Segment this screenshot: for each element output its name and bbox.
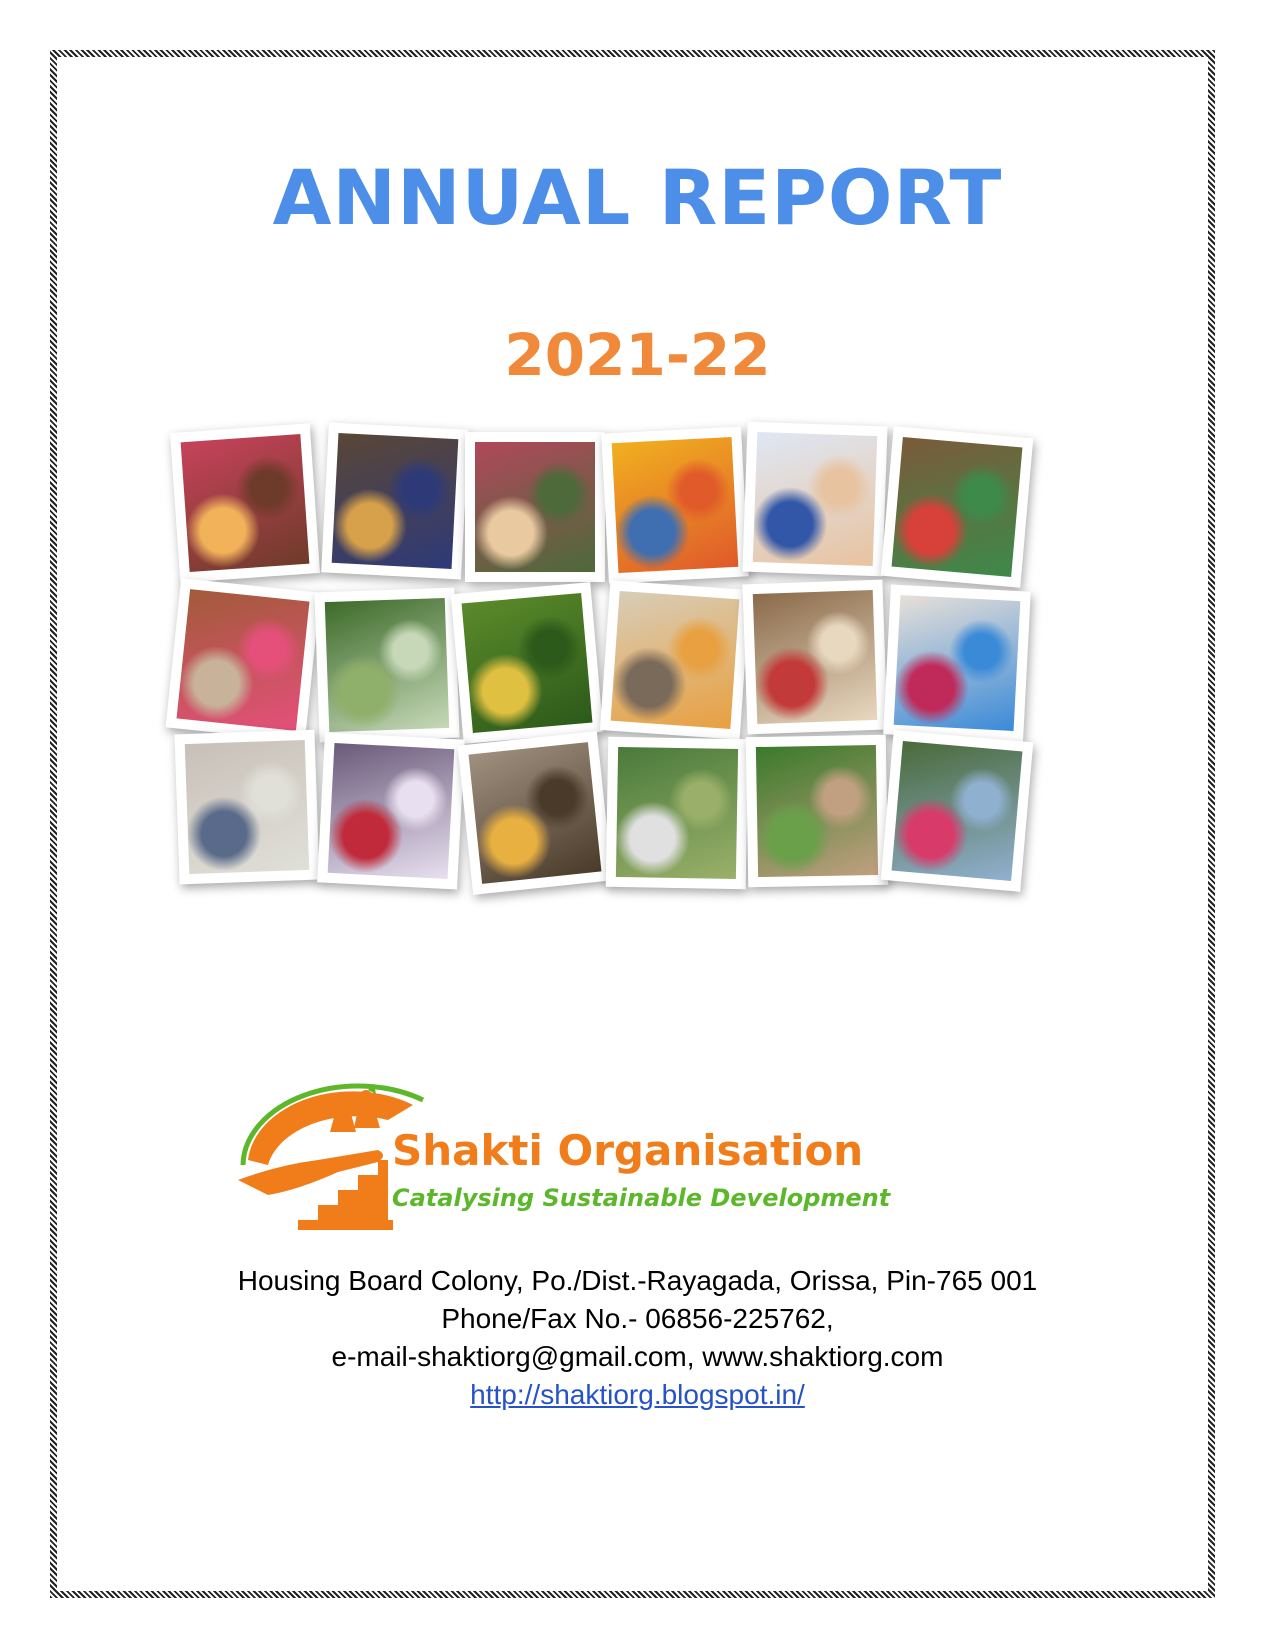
logo-tagline: Catalysing Sustainable Development <box>392 1184 891 1212</box>
photo-collage <box>165 420 1095 960</box>
photo-image <box>753 432 877 566</box>
health-camp-banner-photo <box>742 422 887 577</box>
email-web-line: e-mail-shaktiorg@gmail.com, www.shaktiorg.com <box>331 1341 944 1372</box>
address-line: Housing Board Colony, Po./Dist.-Rayagada, Orissa, Pin-765 001 <box>237 1265 1038 1296</box>
photo-image <box>894 595 1021 731</box>
report-year: 2021-22 <box>504 321 771 389</box>
cooking-demo-photo <box>458 731 613 895</box>
logo-arc <box>248 1091 413 1165</box>
women-meeting-photo <box>170 423 320 582</box>
village-meeting-photo <box>881 426 1034 588</box>
photo-image <box>177 589 310 731</box>
outdoor-rally-photo <box>606 737 749 889</box>
awareness-session-photo <box>883 584 1031 741</box>
photo-image <box>462 593 593 733</box>
health-checkup-photo <box>174 730 319 885</box>
photo-image <box>328 743 455 879</box>
phone-line: Phone/Fax No.- 06856-225762, <box>441 1303 834 1334</box>
photo-image <box>469 742 602 884</box>
tv-screening-photo <box>321 422 469 579</box>
group-gathering-photo <box>465 432 605 582</box>
photo-image <box>616 747 738 879</box>
indoor-group-photo <box>166 578 321 742</box>
cabbage-field-photo <box>314 588 459 743</box>
ambulance-visit-photo <box>881 730 1034 892</box>
hall-gathering-photo <box>317 732 465 889</box>
stage-event-photo <box>601 426 749 583</box>
photo-image <box>475 442 595 572</box>
photo-image <box>753 590 877 724</box>
report-title: ANNUAL REPORT <box>272 153 1003 242</box>
photo-image <box>756 745 878 877</box>
community-meal-photo <box>742 580 887 735</box>
photo-image <box>325 598 449 732</box>
blog-link[interactable]: http://shaktiorg.blogspot.in/ <box>470 1379 805 1410</box>
photo-image <box>332 433 459 569</box>
photo-image <box>181 434 310 572</box>
photo-image <box>185 740 309 874</box>
house-visit-photo <box>600 580 750 739</box>
photo-image <box>611 591 740 729</box>
logo-name: Shakti Organisation <box>392 1126 864 1175</box>
sunflower-field-photo <box>451 582 604 744</box>
photo-image <box>892 741 1023 881</box>
photo-image <box>612 437 739 573</box>
contact-block <box>0 1262 1275 1414</box>
photo-image <box>892 437 1023 577</box>
crop-field-photo <box>746 735 889 887</box>
